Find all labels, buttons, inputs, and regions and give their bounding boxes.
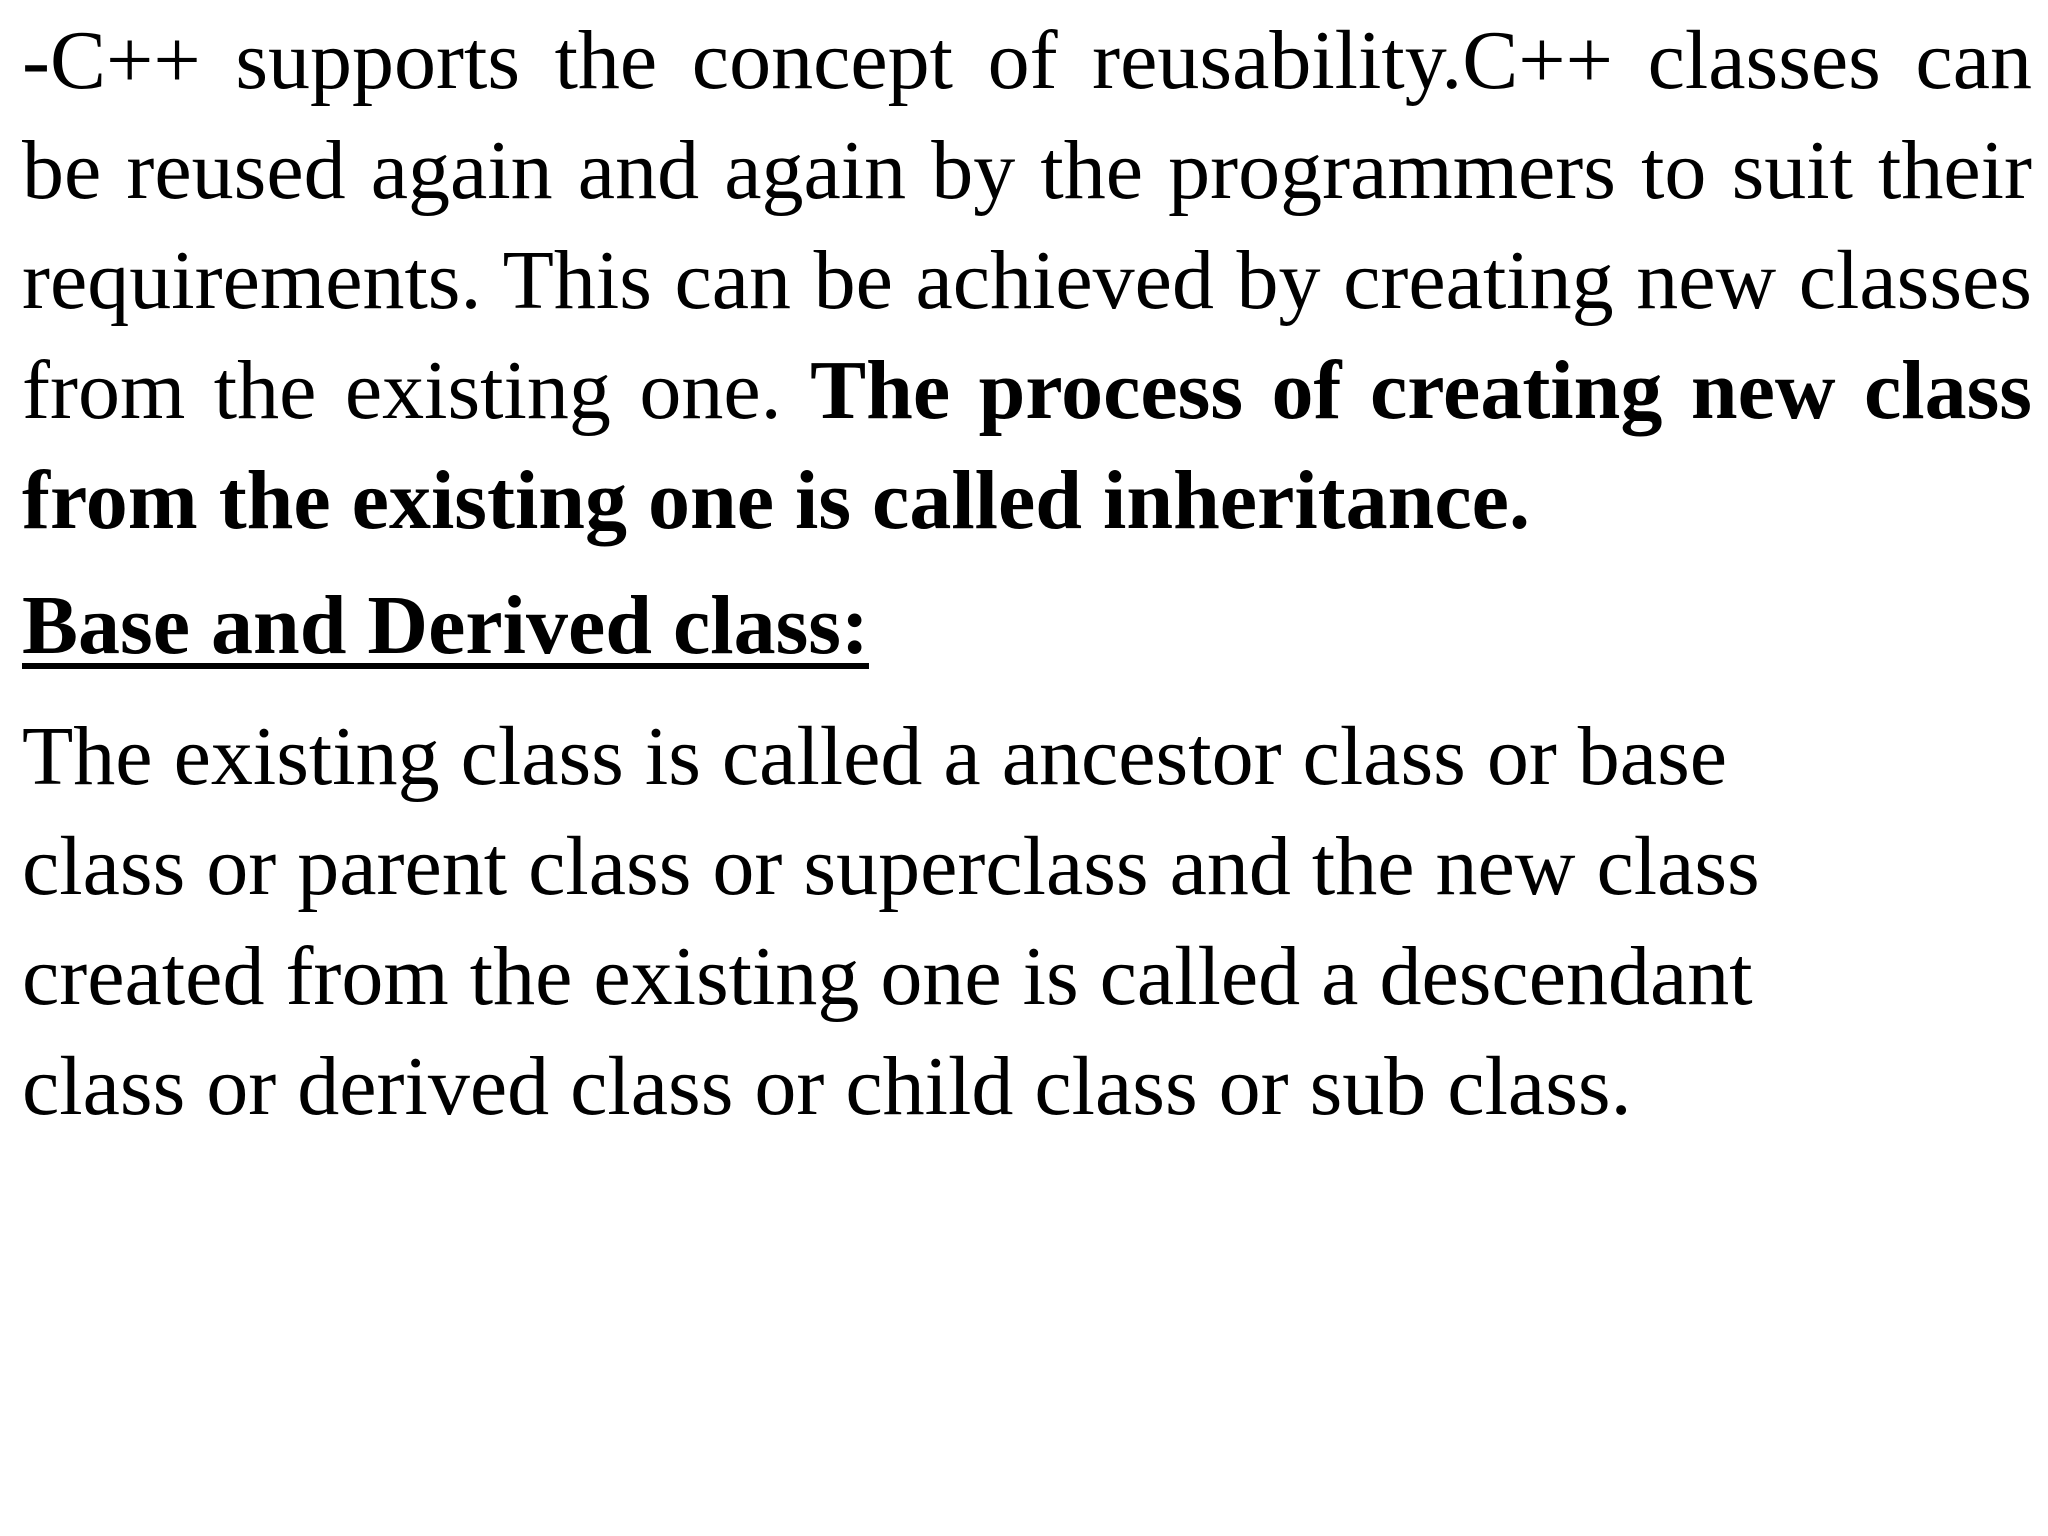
section-heading: Base and Derived class: [22,579,869,672]
section-body-paragraph: The existing class is called a ancestor class or base class or parent class or superclass and the new class created from the existing one is called a descendant class or derived class or child class or sub class. [22,710,1760,1133]
intro-text: -C++ supports the concept of reusability.C++ classes can be reused again and again by the programmers to suit their requirements. This can be achieved by creating new classes from the existing one. [22,14,2032,437]
slide-content [22,6,2032,1142]
intro-paragraph [22,6,2032,556]
inheritance-definition: The process of creating new class from the existing one is called inheritance. [22,344,2032,547]
